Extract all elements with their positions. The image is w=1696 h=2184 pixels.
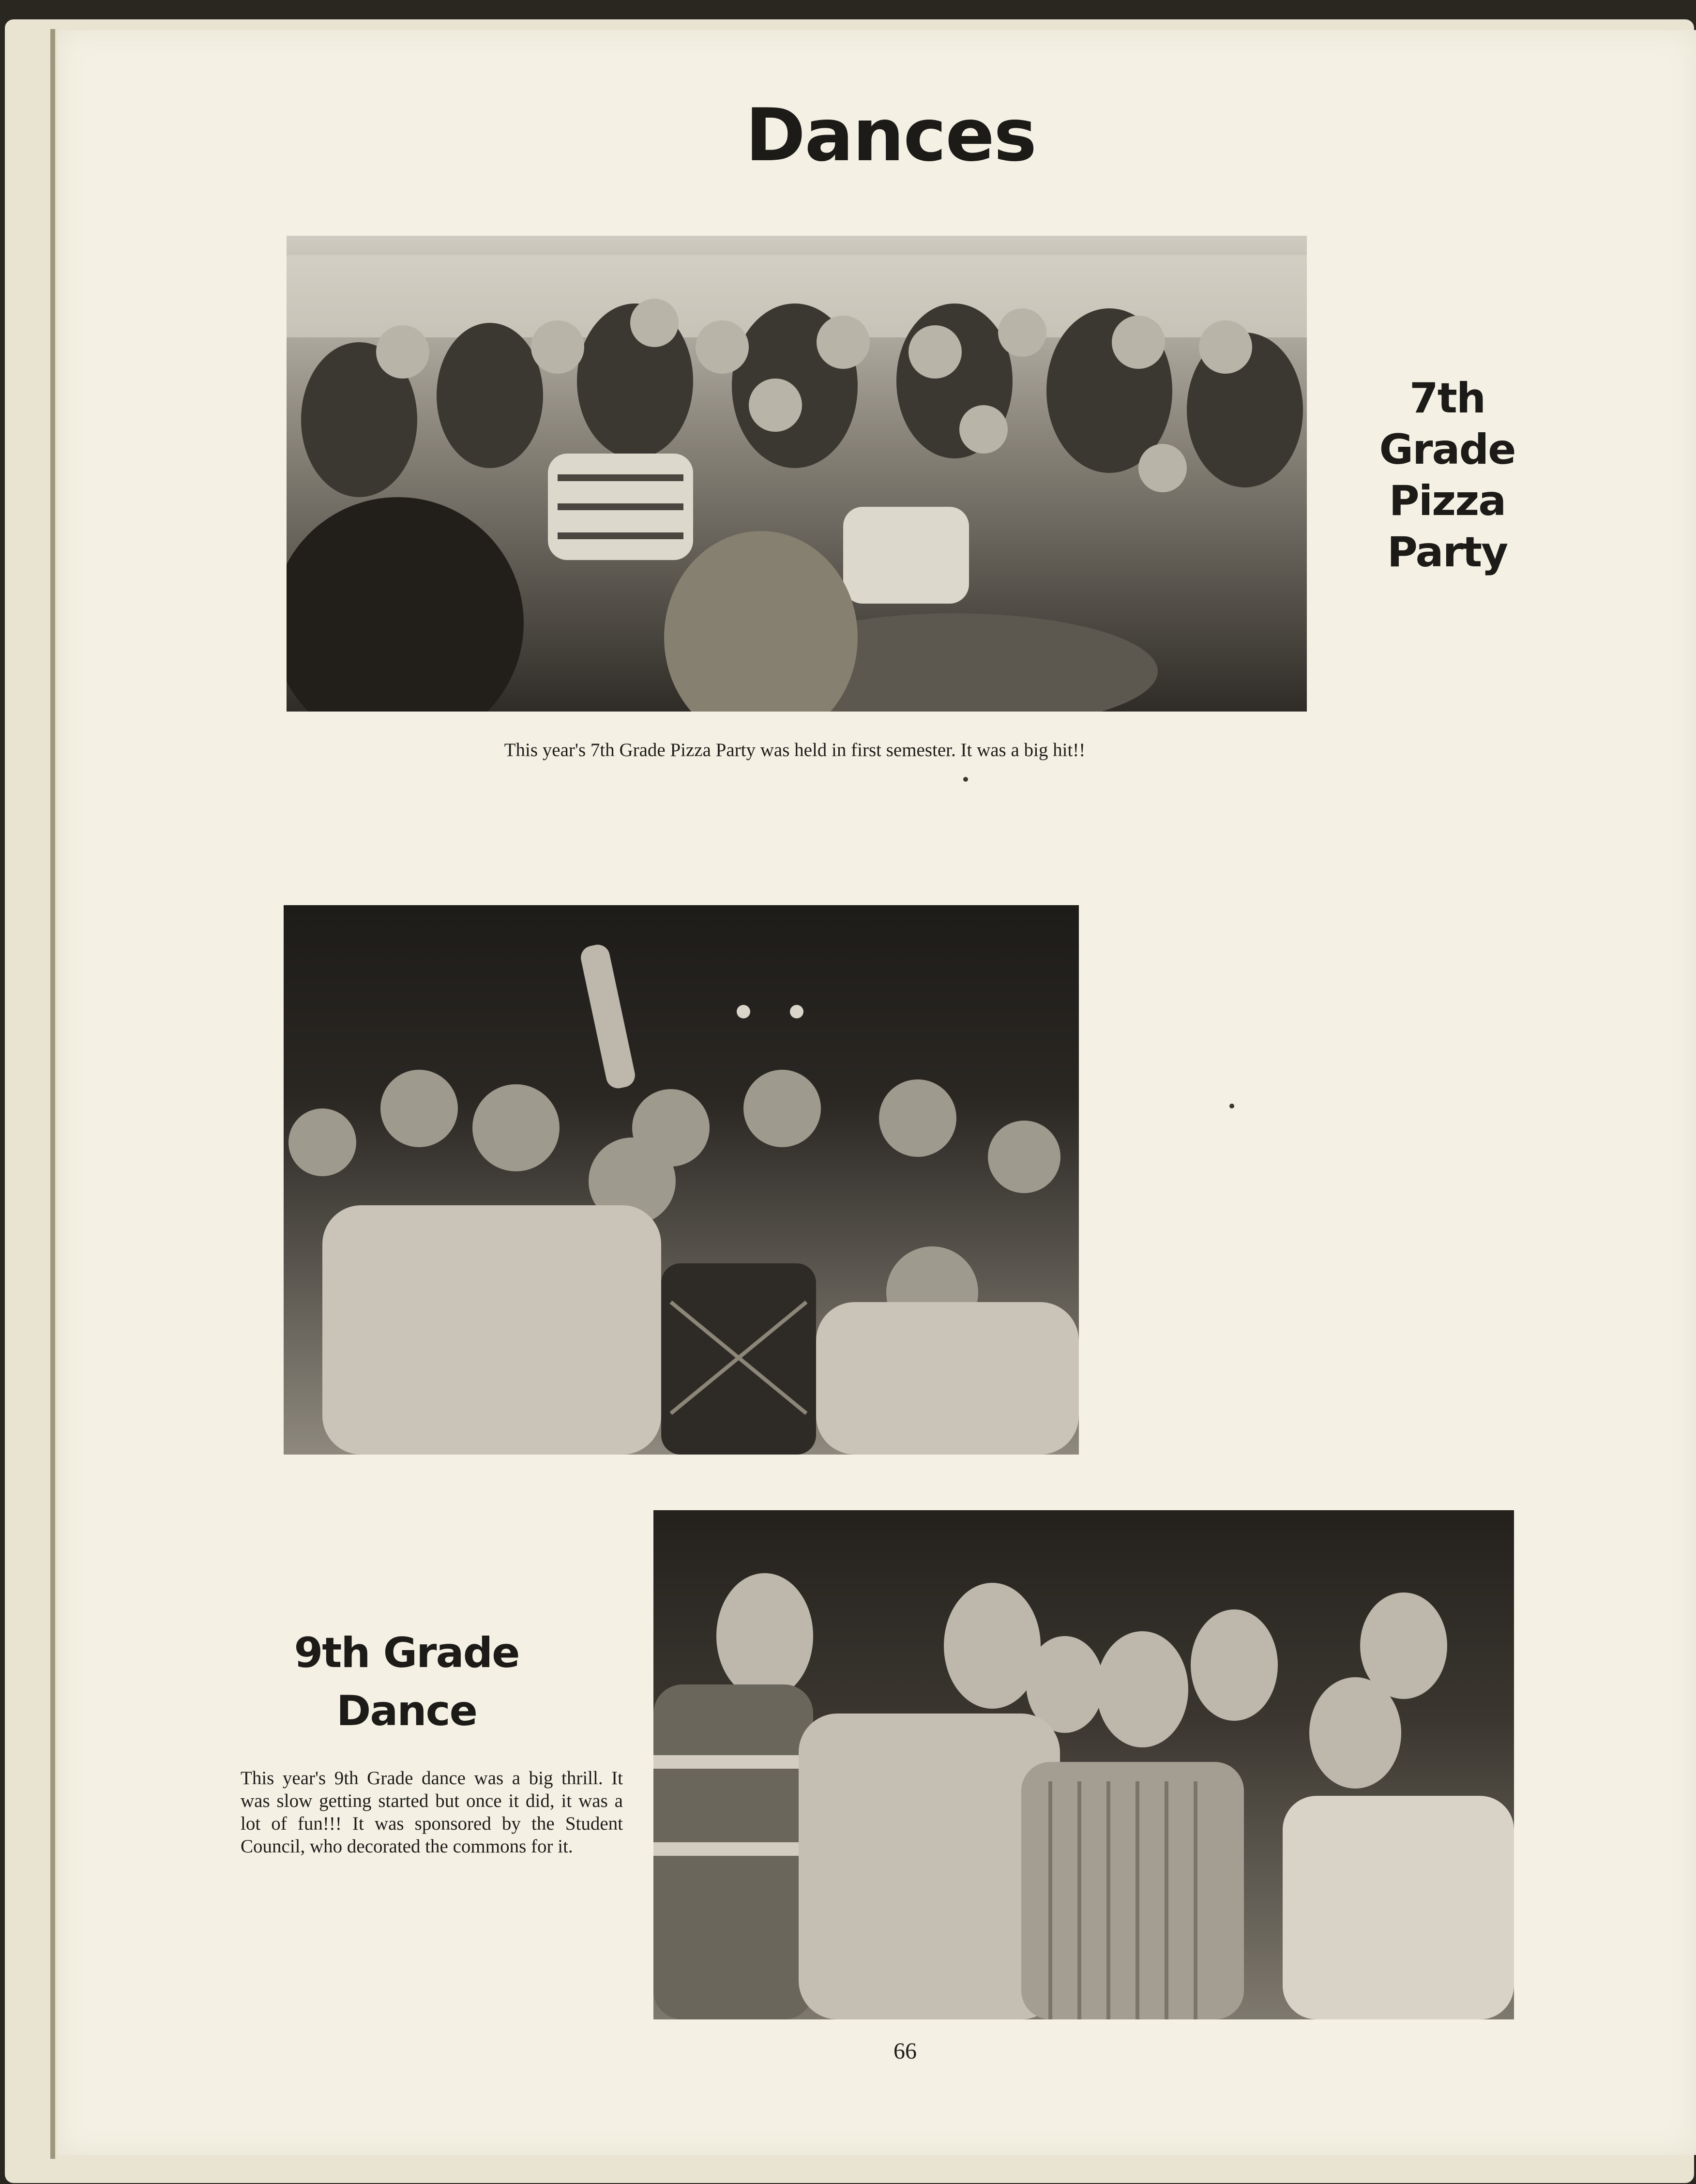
pizza-party-photo	[287, 236, 1307, 712]
page-number: 66	[893, 2038, 917, 2064]
ninth-grade-dance-heading	[271, 1624, 542, 1740]
pizza-party-heading-line: Grade	[1379, 425, 1515, 474]
ninth-grade-dance-heading-line: 9th Grade	[294, 1629, 519, 1677]
pizza-party-heading-line: Pizza	[1389, 477, 1506, 525]
ninth-grade-dance-caption: This year's 9th Grade dance was a big thrill. It was slow getting started but once it did, it was a lot of fun!!! It was sponsored by the Student Council, who decorated the commons for it.	[241, 1768, 623, 1857]
pizza-party-heading-line: 7th	[1409, 374, 1485, 423]
pizza-party-heading-line: Party	[1387, 528, 1508, 576]
dust-speck	[1229, 1104, 1234, 1108]
dance-boys-photo	[653, 1510, 1514, 2019]
dance-crowd-photo	[284, 905, 1079, 1455]
pizza-party-caption: This year's 7th Grade Pizza Party was held in first semester. It was a big hit!!	[504, 740, 1086, 760]
pizza-party-heading	[1346, 373, 1549, 578]
ninth-grade-dance-heading-line: Dance	[336, 1687, 477, 1735]
page-title: Dances	[745, 93, 1036, 178]
binder-spine	[50, 29, 55, 2159]
dust-speck	[963, 777, 968, 782]
